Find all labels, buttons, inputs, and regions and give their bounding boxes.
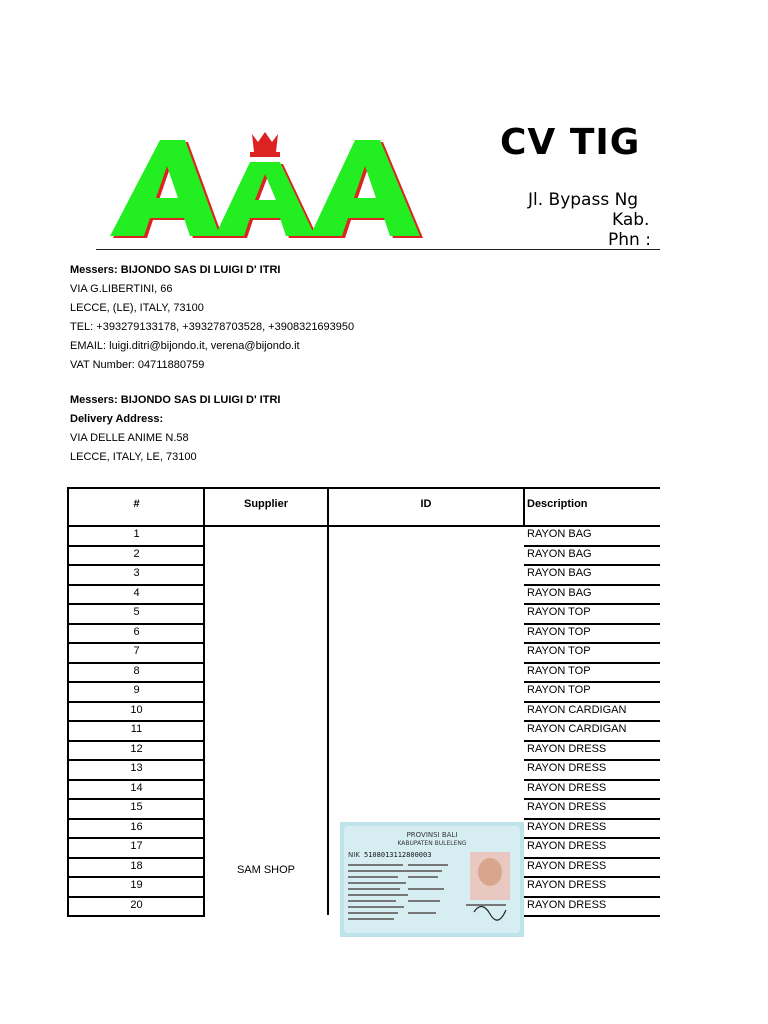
row-number: 6 <box>133 625 140 638</box>
row-number: 11 <box>130 723 143 735</box>
row-number: 19 <box>130 879 143 891</box>
row-description: RAYON TOP <box>527 684 591 696</box>
row-description: RAYON DRESS <box>527 898 607 911</box>
header-supplier: Supplier <box>243 498 288 510</box>
row-number: 14 <box>130 781 143 794</box>
row-number: 5 <box>133 606 140 618</box>
row-number: 1 <box>133 528 140 540</box>
supplier-name-cell: SAM SHOP <box>236 864 296 876</box>
row-number: 4 <box>133 586 140 599</box>
delivery-messers: Messers: BIJONDO SAS DI LUIGI D' ITRI <box>70 394 281 406</box>
id-card-image <box>340 822 524 937</box>
row-description: RAYON DRESS <box>527 879 607 891</box>
row-number: 7 <box>133 645 140 657</box>
row-description: RAYON DRESS <box>527 820 607 833</box>
row-number: 17 <box>130 840 143 852</box>
row-number: 9 <box>133 684 140 696</box>
row-number: 10 <box>130 703 143 716</box>
header-divider <box>96 249 660 250</box>
table-hline <box>67 915 205 917</box>
row-number: 13 <box>130 762 143 774</box>
delivery-label: Delivery Address: <box>70 413 164 425</box>
company-name: CV TIG <box>500 122 641 163</box>
billing-street: VIA G.LIBERTINI, 66 <box>70 283 173 295</box>
company-address-line1: Jl. Bypass Ng <box>528 190 639 210</box>
company-address-line2: Kab. <box>612 210 650 230</box>
table-vline <box>327 487 329 915</box>
row-description: RAYON BAG <box>527 528 592 540</box>
row-description: RAYON BAG <box>527 586 592 599</box>
row-number: 15 <box>130 801 143 813</box>
id-card-regency: KABUPATEN BULELENG <box>397 840 467 847</box>
header-description: Description <box>527 498 588 510</box>
row-number: 16 <box>130 820 143 833</box>
billing-email: EMAIL: luigi.ditri@bijondo.it, verena@bijondo.it <box>70 340 300 352</box>
billing-address-block <box>70 261 354 375</box>
row-description: RAYON DRESS <box>527 762 607 774</box>
row-number: 2 <box>133 547 140 560</box>
billing-vat: VAT Number: 04711880759 <box>70 359 205 371</box>
row-description: RAYON DRESS <box>527 781 607 794</box>
table-hline <box>524 915 660 917</box>
crown-icon <box>250 132 280 157</box>
id-card-nik: 5108013112800003 <box>364 851 432 859</box>
delivery-street: VIA DELLE ANIME N.58 <box>70 432 189 444</box>
company-phone-line: Phn : <box>608 230 651 250</box>
table-vline <box>523 487 525 525</box>
id-card-province: PROVINSI BALI <box>406 831 458 839</box>
company-logo <box>100 128 430 243</box>
billing-messers: Messers: BIJONDO SAS DI LUIGI D' ITRI <box>70 264 281 276</box>
row-description: RAYON DRESS <box>527 801 607 813</box>
row-description: RAYON TOP <box>527 606 591 618</box>
table-hline <box>67 487 660 489</box>
delivery-address-block <box>70 391 280 467</box>
row-description: RAYON DRESS <box>527 859 607 872</box>
row-description: RAYON BAG <box>527 547 592 560</box>
header-num: # <box>133 498 140 510</box>
row-number: 18 <box>130 859 143 872</box>
row-number: 3 <box>133 567 140 579</box>
row-description: RAYON DRESS <box>527 742 607 755</box>
header-id: ID <box>420 498 432 510</box>
delivery-city: LECCE, ITALY, LE, 73100 <box>70 451 197 463</box>
id-card-nik-label: NIK <box>348 851 360 859</box>
row-number: 20 <box>130 898 143 911</box>
row-description: RAYON TOP <box>527 664 591 677</box>
billing-tel: TEL: +393279133178, +393278703528, +3908321693950 <box>70 321 355 333</box>
row-number: 12 <box>130 742 143 755</box>
row-description: RAYON CARDIGAN <box>527 703 627 716</box>
row-description: RAYON CARDIGAN <box>527 723 627 735</box>
billing-city: LECCE, (LE), ITALY, 73100 <box>70 302 204 314</box>
row-number: 8 <box>133 664 140 677</box>
row-description: RAYON TOP <box>527 625 591 638</box>
row-description: RAYON BAG <box>527 567 592 579</box>
row-description: RAYON TOP <box>527 645 591 657</box>
row-description: RAYON DRESS <box>527 840 607 852</box>
